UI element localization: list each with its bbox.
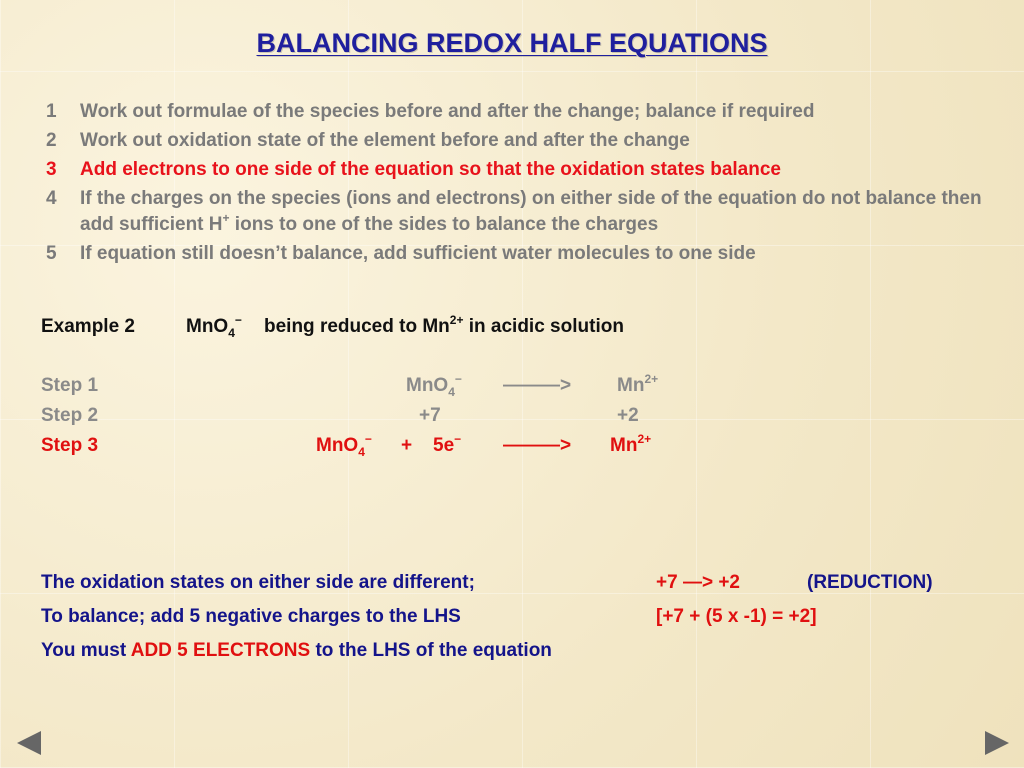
rule-text: Add electrons to one side of the equation so that the oxidation states balance — [80, 159, 781, 180]
step2-product-state: +2 — [617, 405, 639, 426]
explanation-line1-tag: (REDUCTION) — [807, 572, 933, 593]
step3-reactant: MnO$_4$− — [316, 432, 372, 459]
explanation-line2-calc: [+7 + (5 x -1) = +2] — [656, 606, 817, 627]
example-description: being reduced to $Mn^{2+}$ in acidic solution — [264, 313, 624, 337]
step3-plus: + — [401, 435, 413, 456]
triangle-left-icon[interactable] — [17, 731, 41, 755]
step1-reactant: MnO$_4$− — [406, 372, 462, 399]
step1-label: Step 1 — [41, 375, 99, 396]
explanation-line2: To balance; add 5 negative charges to the LHS — [41, 606, 461, 627]
step3-label: Step 3 — [41, 435, 99, 456]
rule-text: Work out formulae of the species before and after the change; balance if required — [80, 101, 815, 122]
step3-product: $Mn^{2+}$ — [610, 432, 652, 456]
rule-number: 4 — [46, 188, 57, 209]
triangle-right-icon[interactable] — [985, 731, 1009, 755]
rule-item — [46, 128, 996, 154]
rule-text: If equation still doesn’t balance, add sufficient water molecules to one side — [80, 243, 756, 264]
step1-product: $Mn^{2+}$ — [617, 372, 659, 396]
step1-arrow: ———> — [503, 375, 572, 396]
page-title: BALANCING REDOX HALF EQUATIONS — [256, 28, 768, 58]
example-label: Example 2 — [41, 316, 135, 337]
rule-text: If the charges on the species (ions and electrons) on either side of the equation do not balance then add sufficient H+ ions to one of the sides to balance the charges — [80, 188, 982, 235]
rule-list — [46, 99, 996, 270]
explanation-line1: The oxidation states on either side are different; — [41, 572, 475, 593]
rule-item-active — [46, 157, 996, 183]
rule-item — [46, 99, 996, 125]
rule-item — [46, 186, 996, 238]
step2-reactant-state: +7 — [419, 405, 441, 426]
step2-label: Step 2 — [41, 405, 99, 426]
explanation-line1-states: +7 —> +2 — [656, 572, 740, 593]
explanation-line3: You must ADD 5 ELECTRONS to the LHS of the equation — [41, 640, 552, 661]
rule-number: 3 — [46, 159, 57, 180]
step3-electrons: 5e− — [433, 432, 462, 456]
rule-number: 1 — [46, 101, 57, 122]
example-species: MnO$_4$− — [186, 313, 242, 340]
rule-item — [46, 241, 996, 267]
rule-number: 2 — [46, 130, 57, 151]
rule-text: Work out oxidation state of the element before and after the change — [80, 130, 690, 151]
step3-arrow: ———> — [503, 435, 572, 456]
rule-number: 5 — [46, 243, 57, 264]
